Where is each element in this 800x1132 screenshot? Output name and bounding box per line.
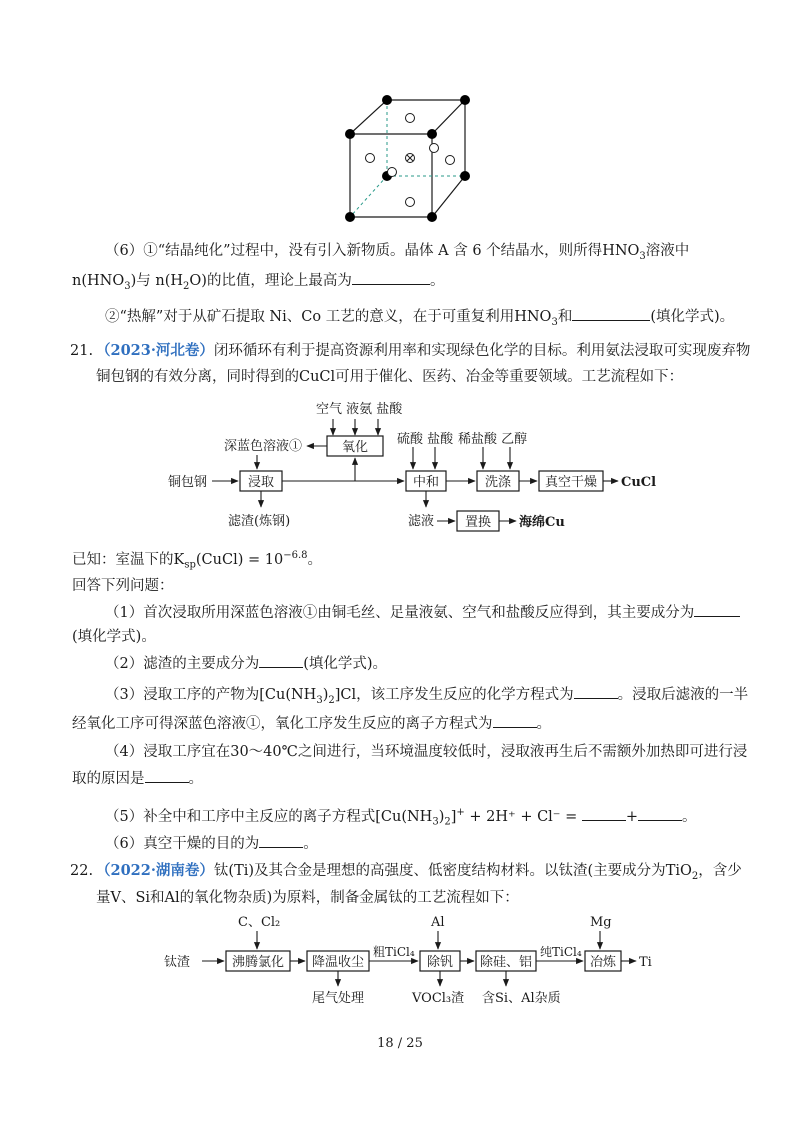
answer-blank[interactable] (493, 713, 537, 728)
answer-blank[interactable] (638, 806, 682, 821)
filtrate: 滤液 (408, 514, 435, 529)
q22-intro-line2: 量V、Si和Al的氧化物杂质)为原料，制备金属钛的工艺流程如下： (96, 890, 519, 906)
svg-text:除硅、铝: 除硅、铝 (479, 955, 533, 970)
question-number: 21. (70, 343, 94, 359)
vocl3-residue: VOCl₃渣 (412, 991, 465, 1006)
question-number: 22. (70, 863, 94, 879)
flow-acids: 硫酸 盐酸 (397, 432, 454, 447)
svg-text:浸取: 浸取 (247, 475, 275, 490)
q21-known-ksp: 已知：室温下的$K_{sp}(CuCl) = 10^{-6.8}$。 (72, 550, 322, 571)
pure-ticl4: 纯TiCl₄ (540, 945, 582, 959)
svg-text:洗涤: 洗涤 (484, 475, 512, 490)
feed-ti-slag: 钛渣 (164, 955, 191, 970)
answer-blank[interactable] (582, 806, 626, 821)
answer-blank[interactable] (694, 602, 740, 617)
q22-intro-line1: （2022·湖南卷）钛(Ti)及其合金是理想的高强度、低密度结构材料。以钛渣(主要成分为TiO$_2$，含少 (96, 862, 742, 882)
q21-intro-line2: 铜包钢的有效分离，同时得到的CuCl可用于催化、医药、冶金等重要领域。工艺流程如下： (96, 369, 684, 385)
input-mg: Mg (590, 915, 612, 930)
svg-text:氧化: 氧化 (341, 440, 369, 455)
q21-sub1-line1: （1）首次浸取所用深蓝色溶液①由铜毛丝、足量液氨、空气和盐酸反应得到，其主要成分为 (105, 602, 730, 624)
si-al-impurity: 含Si、Al杂质 (482, 991, 561, 1006)
svg-text:冶炼: 冶炼 (589, 955, 617, 970)
product-cucl: CuCl (621, 475, 657, 490)
deep-blue-solution: 深蓝色溶液① (224, 439, 303, 454)
q21-sub1-line2: (填化学式)。 (72, 629, 156, 645)
answer-blank[interactable] (352, 270, 430, 285)
q21-sub2: （2）滤渣的主要成分为 (填化学式)。 (105, 653, 730, 675)
q21-sub4-line1: （4）浸取工序宜在30～40℃之间进行，当环境温度较低时，浸取液再生后不需额外加热即可进行浸 (105, 744, 748, 760)
q21-sub3-line2: 经氧化工序可得深蓝色溶液①，氧化工序发生反应的离子方程式为 。 (72, 713, 730, 735)
svg-text:真空干燥: 真空干燥 (544, 475, 598, 490)
q20-part6-line1: （6）①“结晶纯化”过程中，没有引入新物质。晶体 A 含 6 个结晶水，则所得$HNO_3$溶液中 (105, 243, 690, 262)
answer-blank[interactable] (574, 684, 618, 699)
answer-blank[interactable] (572, 306, 650, 321)
q21-sub6: （6）真空干燥的目的为 。 (105, 833, 730, 855)
answer-blank[interactable] (145, 768, 189, 783)
feed-copper-steel: 铜包钢 (168, 475, 208, 490)
crystal-cell-figure (340, 90, 480, 230)
residue: 滤渣(炼钢) (228, 514, 291, 529)
page-number: 18 / 25 (377, 1036, 423, 1051)
svg-text:降温收尘: 降温收尘 (311, 955, 365, 970)
answer-blank[interactable] (259, 833, 303, 848)
q21-intro-line1: （2023·河北卷）闭环循环有利于提高资源利用率和实现绿色化学的目标。利用氨法浸取可实现废弃物 (96, 342, 751, 359)
q21-sub3-line1: （3）浸取工序的产物为$[Cu(NH_3)_2]Cl$，该工序发生反应的化学方程式为 。浸取后滤液的一半 (105, 684, 730, 712)
wash-inputs: 稀盐酸 乙醇 (458, 432, 528, 447)
svg-text:沸腾氯化: 沸腾氯化 (231, 955, 285, 970)
tail-gas: 尾气处理 (312, 991, 365, 1006)
sponge-cu: 海绵Cu (519, 515, 565, 530)
svg-text:除钒: 除钒 (426, 955, 454, 970)
q21-sub4-line2: 取的原因是 。 (72, 768, 730, 790)
q20-part6-line3: ②“热解”对于从矿石提取 Ni、Co 工艺的意义，在于可重复利用$HNO_3$和 (填化学式)。 (105, 306, 730, 334)
q20-part6-line2: $n(HNO_3)$与 $n(H_2O)$的比值，理论上最高为 。 (72, 270, 730, 298)
q21-answer-prompt: 回答下列问题： (72, 578, 174, 594)
input-c-cl2: C、Cl₂ (238, 915, 281, 930)
flow-top-inputs: 空气 液氨 盐酸 (316, 402, 403, 417)
svg-text:中和: 中和 (412, 475, 440, 490)
crude-ticl4: 粗TiCl₄ (373, 945, 415, 959)
q21-sub5: （5）补全中和工序中主反应的离子方程式$[Cu(NH_3)_2]^+ + 2H^+ + Cl^-$ = + 。 (105, 807, 697, 828)
q22-flow-diagram (160, 912, 670, 1007)
q21-flow-diagram (150, 395, 710, 540)
svg-text:置换: 置换 (464, 515, 492, 530)
input-al: Al (431, 915, 445, 930)
product-ti: Ti (639, 955, 652, 970)
answer-blank[interactable] (259, 653, 303, 668)
